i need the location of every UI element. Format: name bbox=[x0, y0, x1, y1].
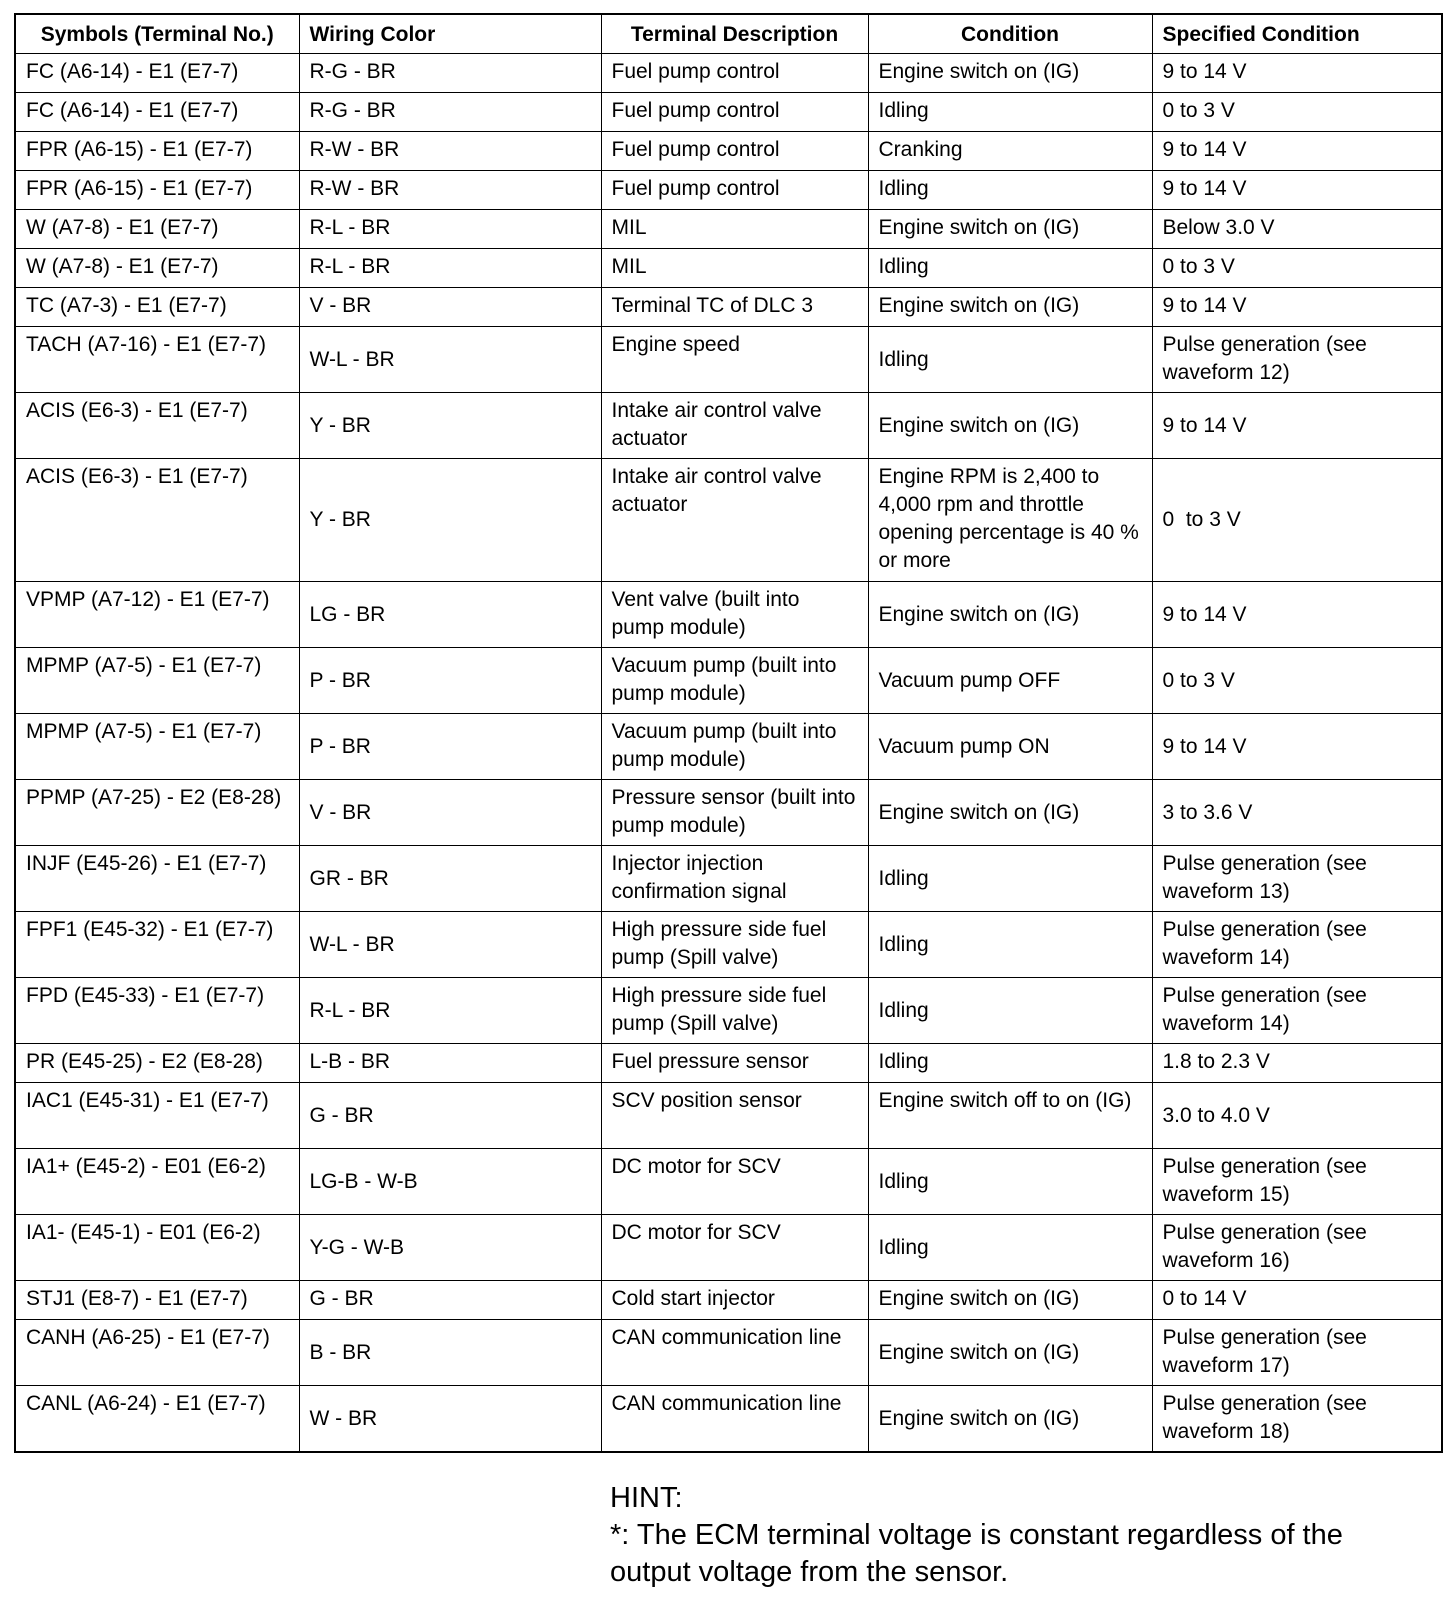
table-row bbox=[15, 249, 1442, 288]
table-row bbox=[15, 1320, 1442, 1386]
cell-wiring-color: R-G - BR bbox=[299, 93, 601, 132]
cell-description: SCV position sensor bbox=[601, 1083, 868, 1149]
table-row bbox=[15, 912, 1442, 978]
cell-symbols: PPMP (A7-25) - E2 (E8-28) bbox=[15, 780, 299, 846]
table-row bbox=[15, 327, 1442, 393]
cell-description: Engine speed bbox=[601, 327, 868, 393]
cell-specified: Pulse generation (see waveform 15) bbox=[1152, 1149, 1442, 1215]
cell-wiring-color: P - BR bbox=[299, 648, 601, 714]
cell-wiring-color: R-G - BR bbox=[299, 54, 601, 93]
cell-wiring-color: Y - BR bbox=[299, 393, 601, 459]
header-condition: Condition bbox=[868, 14, 1152, 54]
cell-specified: Pulse generation (see waveform 18) bbox=[1152, 1386, 1442, 1453]
table-row bbox=[15, 93, 1442, 132]
cell-symbols: INJF (E45-26) - E1 (E7-7) bbox=[15, 846, 299, 912]
cell-condition: Idling bbox=[868, 912, 1152, 978]
table-row bbox=[15, 1149, 1442, 1215]
cell-condition: Engine switch off to on (IG) bbox=[868, 1083, 1152, 1149]
cell-symbols: ACIS (E6-3) - E1 (E7-7) bbox=[15, 393, 299, 459]
table-row bbox=[15, 54, 1442, 93]
cell-description: Terminal TC of DLC 3 bbox=[601, 288, 868, 327]
cell-specified: 9 to 14 V bbox=[1152, 171, 1442, 210]
table-row bbox=[15, 846, 1442, 912]
cell-specified: Pulse generation (see waveform 14) bbox=[1152, 978, 1442, 1044]
cell-description: Vacuum pump (built into pump module) bbox=[601, 714, 868, 780]
cell-symbols: ACIS (E6-3) - E1 (E7-7) bbox=[15, 459, 299, 582]
cell-description: Fuel pump control bbox=[601, 132, 868, 171]
cell-condition: Idling bbox=[868, 327, 1152, 393]
table-row bbox=[15, 714, 1442, 780]
cell-condition: Engine switch on (IG) bbox=[868, 210, 1152, 249]
cell-symbols: TACH (A7-16) - E1 (E7-7) bbox=[15, 327, 299, 393]
cell-symbols: FPR (A6-15) - E1 (E7-7) bbox=[15, 171, 299, 210]
cell-condition: Cranking bbox=[868, 132, 1152, 171]
cell-symbols: PR (E45-25) - E2 (E8-28) bbox=[15, 1044, 299, 1083]
table-header-row bbox=[15, 14, 1442, 54]
table-row bbox=[15, 1044, 1442, 1083]
cell-condition: Vacuum pump ON bbox=[868, 714, 1152, 780]
cell-description: Fuel pump control bbox=[601, 93, 868, 132]
hint-line-1: *: The ECM terminal voltage is constant regardless of the bbox=[610, 1519, 1343, 1551]
cell-condition: Engine RPM is 2,400 to 4,000 rpm and throttle opening percentage is 40 % or more bbox=[868, 459, 1152, 582]
table-row bbox=[15, 132, 1442, 171]
cell-wiring-color: R-L - BR bbox=[299, 978, 601, 1044]
table-row bbox=[15, 582, 1442, 648]
cell-specified: Below 3.0 V bbox=[1152, 210, 1442, 249]
cell-wiring-color: G - BR bbox=[299, 1083, 601, 1149]
hint-line-2: output voltage from the sensor. bbox=[610, 1556, 1009, 1588]
cell-specified: Pulse generation (see waveform 12) bbox=[1152, 327, 1442, 393]
header-specified-condition: Specified Condition bbox=[1152, 14, 1442, 54]
cell-wiring-color: R-W - BR bbox=[299, 132, 601, 171]
cell-symbols: FPF1 (E45-32) - E1 (E7-7) bbox=[15, 912, 299, 978]
cell-wiring-color: P - BR bbox=[299, 714, 601, 780]
cell-symbols: FC (A6-14) - E1 (E7-7) bbox=[15, 93, 299, 132]
cell-symbols: IA1+ (E45-2) - E01 (E6-2) bbox=[15, 1149, 299, 1215]
cell-wiring-color: R-L - BR bbox=[299, 210, 601, 249]
hint-note bbox=[610, 1480, 1343, 1591]
cell-symbols: FPD (E45-33) - E1 (E7-7) bbox=[15, 978, 299, 1044]
cell-specified: Pulse generation (see waveform 14) bbox=[1152, 912, 1442, 978]
cell-description: Fuel pressure sensor bbox=[601, 1044, 868, 1083]
table-row bbox=[15, 210, 1442, 249]
cell-description: Fuel pump control bbox=[601, 54, 868, 93]
cell-symbols: MPMP (A7-5) - E1 (E7-7) bbox=[15, 648, 299, 714]
cell-condition: Idling bbox=[868, 1215, 1152, 1281]
cell-condition: Idling bbox=[868, 93, 1152, 132]
cell-description: Cold start injector bbox=[601, 1281, 868, 1320]
cell-condition: Engine switch on (IG) bbox=[868, 780, 1152, 846]
cell-condition: Vacuum pump OFF bbox=[868, 648, 1152, 714]
cell-description: High pressure side fuel pump (Spill valve) bbox=[601, 912, 868, 978]
cell-symbols: IA1- (E45-1) - E01 (E6-2) bbox=[15, 1215, 299, 1281]
cell-specified: 3.0 to 4.0 V bbox=[1152, 1083, 1442, 1149]
cell-condition: Engine switch on (IG) bbox=[868, 582, 1152, 648]
hint-title: HINT: bbox=[610, 1482, 683, 1514]
table-row bbox=[15, 1083, 1442, 1149]
cell-symbols: CANL (A6-24) - E1 (E7-7) bbox=[15, 1386, 299, 1453]
header-wiring-color: Wiring Color bbox=[299, 14, 601, 54]
cell-description: Vacuum pump (built into pump module) bbox=[601, 648, 868, 714]
cell-specified: 9 to 14 V bbox=[1152, 393, 1442, 459]
cell-wiring-color: W - BR bbox=[299, 1386, 601, 1453]
cell-wiring-color: GR - BR bbox=[299, 846, 601, 912]
cell-symbols: FC (A6-14) - E1 (E7-7) bbox=[15, 54, 299, 93]
table-row bbox=[15, 978, 1442, 1044]
table-row bbox=[15, 171, 1442, 210]
cell-condition: Engine switch on (IG) bbox=[868, 54, 1152, 93]
cell-condition: Idling bbox=[868, 1044, 1152, 1083]
cell-wiring-color: LG - BR bbox=[299, 582, 601, 648]
cell-condition: Idling bbox=[868, 1149, 1152, 1215]
cell-specified: 0 to 3 V bbox=[1152, 459, 1442, 582]
cell-wiring-color: W-L - BR bbox=[299, 912, 601, 978]
cell-condition: Engine switch on (IG) bbox=[868, 1281, 1152, 1320]
cell-wiring-color: LG-B - W-B bbox=[299, 1149, 601, 1215]
cell-description: CAN communication line bbox=[601, 1386, 868, 1453]
cell-specified: 9 to 14 V bbox=[1152, 54, 1442, 93]
cell-wiring-color: R-L - BR bbox=[299, 249, 601, 288]
table-row bbox=[15, 1215, 1442, 1281]
cell-symbols: IAC1 (E45-31) - E1 (E7-7) bbox=[15, 1083, 299, 1149]
table-row bbox=[15, 648, 1442, 714]
terminal-spec-document bbox=[14, 13, 1441, 1453]
cell-condition: Engine switch on (IG) bbox=[868, 288, 1152, 327]
cell-specified: 1.8 to 2.3 V bbox=[1152, 1044, 1442, 1083]
cell-description: Intake air control valve actuator bbox=[601, 459, 868, 582]
cell-specified: 0 to 3 V bbox=[1152, 93, 1442, 132]
cell-symbols: FPR (A6-15) - E1 (E7-7) bbox=[15, 132, 299, 171]
cell-wiring-color: B - BR bbox=[299, 1320, 601, 1386]
table-row bbox=[15, 288, 1442, 327]
cell-condition: Engine switch on (IG) bbox=[868, 1320, 1152, 1386]
cell-description: DC motor for SCV bbox=[601, 1149, 868, 1215]
cell-symbols: STJ1 (E8-7) - E1 (E7-7) bbox=[15, 1281, 299, 1320]
cell-wiring-color: L-B - BR bbox=[299, 1044, 601, 1083]
cell-description: High pressure side fuel pump (Spill valve) bbox=[601, 978, 868, 1044]
cell-description: Fuel pump control bbox=[601, 171, 868, 210]
cell-symbols: MPMP (A7-5) - E1 (E7-7) bbox=[15, 714, 299, 780]
cell-condition: Idling bbox=[868, 846, 1152, 912]
cell-description: MIL bbox=[601, 210, 868, 249]
cell-specified: Pulse generation (see waveform 17) bbox=[1152, 1320, 1442, 1386]
cell-description: MIL bbox=[601, 249, 868, 288]
cell-specified: 3 to 3.6 V bbox=[1152, 780, 1442, 846]
cell-symbols: W (A7-8) - E1 (E7-7) bbox=[15, 249, 299, 288]
cell-description: Injector injection confirmation signal bbox=[601, 846, 868, 912]
table-row bbox=[15, 780, 1442, 846]
header-symbols: Symbols (Terminal No.) bbox=[15, 14, 299, 54]
cell-description: Intake air control valve actuator bbox=[601, 393, 868, 459]
cell-description: Vent valve (built into pump module) bbox=[601, 582, 868, 648]
cell-specified: 9 to 14 V bbox=[1152, 132, 1442, 171]
cell-description: DC motor for SCV bbox=[601, 1215, 868, 1281]
table-row bbox=[15, 459, 1442, 582]
cell-wiring-color: V - BR bbox=[299, 288, 601, 327]
cell-wiring-color: R-W - BR bbox=[299, 171, 601, 210]
cell-specified: 9 to 14 V bbox=[1152, 288, 1442, 327]
cell-specified: 0 to 3 V bbox=[1152, 249, 1442, 288]
cell-description: CAN communication line bbox=[601, 1320, 868, 1386]
cell-condition: Engine switch on (IG) bbox=[868, 393, 1152, 459]
cell-wiring-color: Y-G - W-B bbox=[299, 1215, 601, 1281]
table-row bbox=[15, 1281, 1442, 1320]
cell-wiring-color: G - BR bbox=[299, 1281, 601, 1320]
cell-specified: 9 to 14 V bbox=[1152, 714, 1442, 780]
cell-condition: Engine switch on (IG) bbox=[868, 1386, 1152, 1453]
cell-symbols: TC (A7-3) - E1 (E7-7) bbox=[15, 288, 299, 327]
cell-condition: Idling bbox=[868, 249, 1152, 288]
cell-specified: Pulse generation (see waveform 13) bbox=[1152, 846, 1442, 912]
cell-symbols: W (A7-8) - E1 (E7-7) bbox=[15, 210, 299, 249]
cell-condition: Idling bbox=[868, 171, 1152, 210]
cell-specified: Pulse generation (see waveform 16) bbox=[1152, 1215, 1442, 1281]
cell-description: Pressure sensor (built into pump module) bbox=[601, 780, 868, 846]
cell-specified: 9 to 14 V bbox=[1152, 582, 1442, 648]
table-row bbox=[15, 1386, 1442, 1453]
table-row bbox=[15, 393, 1442, 459]
cell-symbols: CANH (A6-25) - E1 (E7-7) bbox=[15, 1320, 299, 1386]
terminal-spec-table bbox=[14, 13, 1443, 1453]
cell-specified: 0 to 3 V bbox=[1152, 648, 1442, 714]
cell-specified: 0 to 14 V bbox=[1152, 1281, 1442, 1320]
cell-symbols: VPMP (A7-12) - E1 (E7-7) bbox=[15, 582, 299, 648]
cell-condition: Idling bbox=[868, 978, 1152, 1044]
cell-wiring-color: Y - BR bbox=[299, 459, 601, 582]
cell-wiring-color: W-L - BR bbox=[299, 327, 601, 393]
header-terminal-description: Terminal Description bbox=[601, 14, 868, 54]
cell-wiring-color: V - BR bbox=[299, 780, 601, 846]
